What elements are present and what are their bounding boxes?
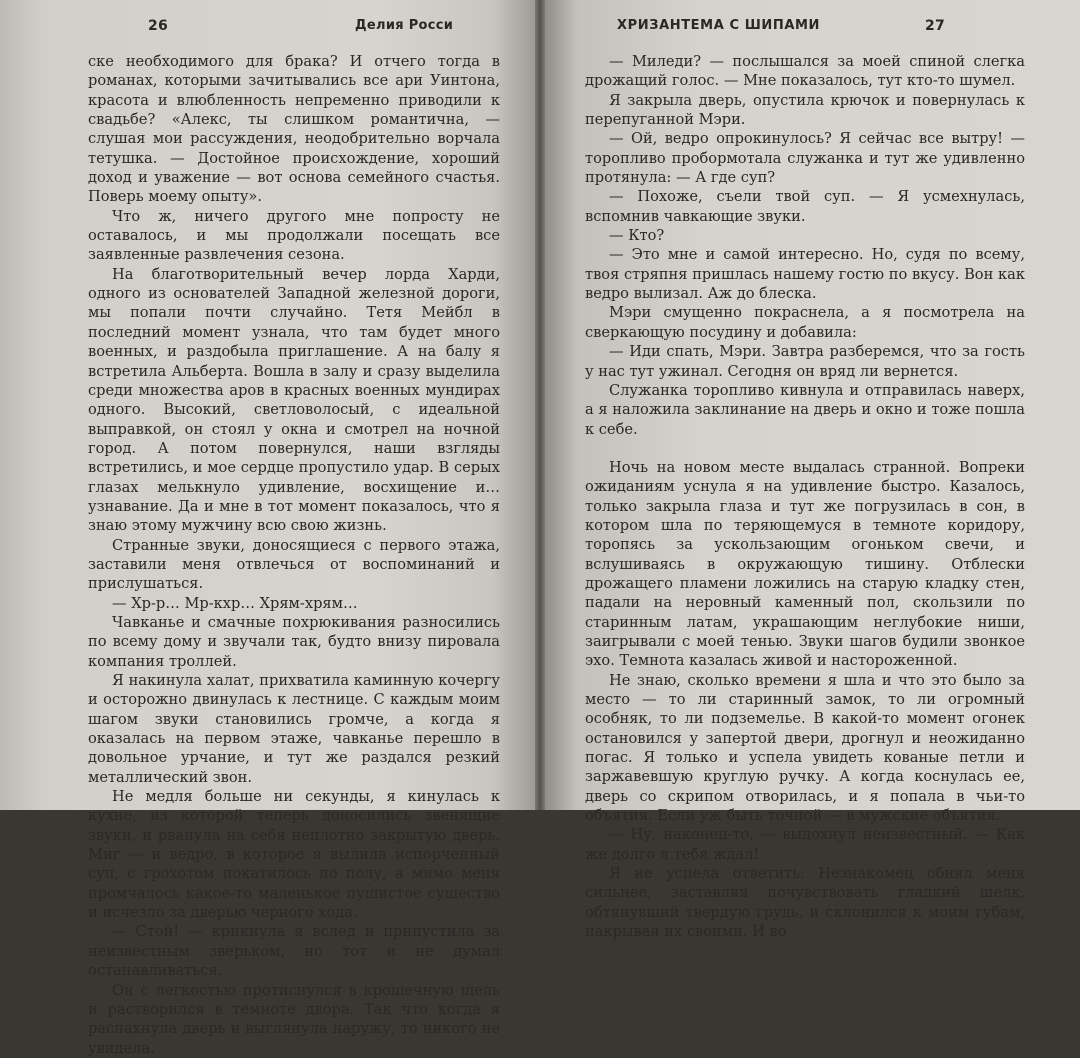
paragraph: ске необходимого для брака? И отчего тогда в романах, которыми зачитывались все ари Уинтона, красота и влюбленность непременно приводили к свадьбе? «Алекс, ты слишком романтична, — слушая мои рассуждения, неодобрительно ворчала тетушка. — Достойное происхождение, хороший доход и уважение — вот основа семейного счастья. Поверь моему опыту».	[88, 53, 500, 206]
paragraph: — Хр-р… Мр-кхр… Хрям-хрям…	[112, 594, 358, 612]
paragraph: — Ой, ведро опрокинулось? Я сейчас все вытру! — торопливо пробормотала служанка и тут же удивленно протянула: — А где суп?	[585, 130, 1025, 187]
paragraph: Я накинула халат, прихватила каминную кочергу и осторожно двинулась к лестнице. С каждым моим шагом звуки становились громче, а когда я оказалась на первом этаже, чавканье перешло в довольное урчание, и тут же раздался резкий металлический звон.	[88, 672, 500, 786]
paragraph: — Ну, наконец-то, — выдохнул неизвестный. — Как же долго я тебя ждал!	[585, 826, 1025, 863]
paragraph: — Иди спать, Мэри. Завтра разберемся, что за гость у нас тут ужинал. Сегодня он вряд ли вернется.	[585, 343, 1025, 380]
paragraph: — Миледи? — послышался за моей спиной слегка дрожащий голос. — Мне показалось, тут кто-то шумел.	[585, 53, 1025, 90]
paragraph: Не медля больше ни секунды, я кинулась к кухне, из которой теперь доносились звенящие звуки, и рванула на себя неплотно закрытую дверь. Миг — и ведро, в которое я вылила испорченный суп, с грохотом покатилось по полу, а мимо меня промчалось какое-то маленькое пушистое существо и исчезло за дверью черного хода.	[88, 788, 500, 922]
paragraph: Служанка торопливо кивнула и отправилась наверх, а я наложила заклинание на дверь и окно и тоже пошла к себе.	[585, 381, 1025, 438]
book-title: ХРИЗАНТЕМА С ШИПАМИ	[617, 18, 821, 33]
paragraph: Странные звуки, доносящиеся с первого этажа, заставили меня отвлечься от воспоминаний и прислушаться.	[88, 536, 500, 593]
left-running-head	[0, 14, 535, 38]
paragraph: Ночь на новом месте выдалась странной. Вопреки ожиданиям уснула я на удивление быстро. Казалось, только закрыла глаза и тут же погрузилась в сон, в котором шла по теряющемуся в темноте коридору, торопясь за ускользающим огоньком свечи, и вслушиваясь в окружающую тишину. Отблески дрожащего пламени ложились на старую кладку стен, падали на неровный каменный пол, скользили по старинным латам, украшающим неглубокие ниши, заигрывали с моей тенью. Звуки шагов будили звонкое эхо. Темнота казалась живой и настороженной.	[585, 458, 1025, 670]
right-running-head	[545, 14, 1080, 38]
page-number: 27	[925, 18, 946, 34]
left-page	[0, 0, 535, 1057]
paragraph: На благотворительный вечер лорда Харди, одного из основателей Западной железной дороги, мы попали почти случайно. Тетя Мейбл в последний момент узнала, что там будет много военных, и раздобыла приглашение. А на балу я встретила Альберта. Вошла в залу и сразу выделила среди множества аров в красных военных мундирах одного. Высокий, светловолосый, с идеальной выправкой, он стоял у окна и смотрел на ночной город. А потом повернулся, наши взгляды встретились, и мое сердце пропустило удар. В серых глазах мелькнуло удивление, восхищение и… узнавание. Да и мне в тот момент показалось, что я знаю этому мужчину всю свою жизнь.	[88, 265, 500, 535]
right-page-text	[585, 52, 1025, 941]
paragraph: Я не успела ответить. Незнакомец обнял меня сильнее, заставляя почувствовать гладкий шелк, обтянувший твердую грудь, и склонился к моим губам, накрывая их своими. И во	[585, 865, 1025, 941]
paragraph: — Стой! — крикнула я вслед и припустила за неизвестным зверьком, но тот и не думал останавливаться.	[88, 923, 500, 980]
paragraph: — Кто?	[609, 227, 665, 245]
page-number: 26	[148, 18, 169, 34]
paragraph: Мэри смущенно покраснела, а я посмотрела на сверкающую посудину и добавила:	[585, 304, 1025, 341]
paragraph: Чавканье и смачные похрюкивания разносились по всему дому и звучали так, будто внизу пировала компания троллей.	[88, 613, 500, 670]
paragraph: Я закрыла дверь, опустила крючок и повернулась к перепуганной Мэри.	[585, 91, 1025, 129]
paragraph: — Похоже, съели твой суп. — Я усмехнулась, вспомнив чавкающие звуки.	[585, 188, 1025, 225]
paragraph: Не знаю, сколько времени я шла и что это было за место — то ли старинный замок, то ли огромный особняк, то ли подземелье. В какой-то момент огонек остановился у запертой двери, дрогнул и неожиданно погас. Я только и успела увидеть кованые петли и заржавевшую круглую ручку. А когда коснулась ее, дверь со скрипом отворилась, и я попала в чьи-то объятия. Если уж быть точной — в мужские объятия.	[585, 671, 1025, 825]
left-page-text	[88, 52, 500, 1058]
paragraph: Что ж, ничего другого мне попросту не оставалось, и мы продолжали посещать все заявленные развлечения сезона.	[88, 207, 500, 264]
book-spine	[535, 0, 545, 810]
author-name: Делия Росси	[355, 18, 454, 33]
paragraph: — Это мне и самой интересно. Но, судя по всему, твоя стряпня пришлась нашему гостю по вкусу. Вон как ведро вылизал. Аж до блеска.	[585, 246, 1025, 303]
right-page	[545, 0, 1080, 941]
paragraph: Он с легкостью протиснулся в крошечную щель и растворился в темноте двора. Так что когда я распахнула дверь и выглянула наружу, то никого не увидела.	[88, 981, 500, 1057]
